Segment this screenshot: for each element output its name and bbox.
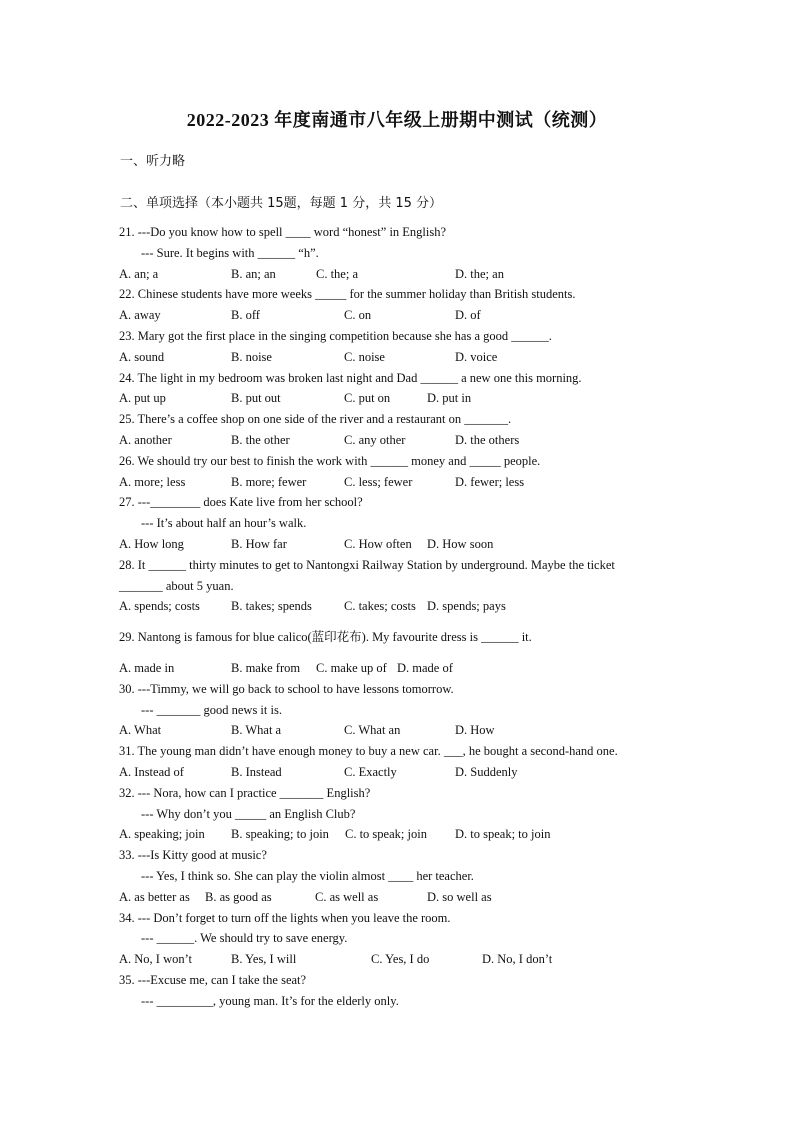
option-a: A. more; less (119, 474, 186, 489)
option-d: D. voice (455, 349, 498, 364)
option-a: A. another (119, 432, 172, 447)
question-line: --- Yes, I think so. She can play the violin almost ____ her teacher. (141, 868, 474, 883)
question-stem: 28. It ______ thirty minutes to get to Nantongxi Railway Station by underground. Maybe the ticket (119, 557, 615, 572)
option-a: A. sound (119, 349, 165, 364)
option-b: B. more; fewer (231, 474, 307, 489)
question-stem: 25. There’s a coffee shop on one side of the river and a restaurant on _______. (119, 412, 512, 427)
option-d: D. No, I don’t (482, 952, 553, 967)
option-c: C. any other (344, 432, 406, 447)
option-row (119, 305, 689, 326)
option-a: A. spends; costs (119, 599, 200, 614)
section-listening-heading: 一、听力略 (120, 154, 186, 169)
option-row (119, 887, 689, 908)
option-c: C. takes; costs (344, 599, 416, 614)
question-stem: 26. We should try our best to finish the work with ______ money and _____ people. (119, 453, 541, 468)
question-line: --- ______. We should try to save energy. (141, 931, 348, 946)
option-d: D. put in (427, 391, 472, 406)
question-stem: 24. The light in my bedroom was broken last night and Dad ______ a new one this morning. (119, 370, 582, 385)
question-stem: 33. ---Is Kitty good at music? (119, 848, 267, 863)
question-line: --- Why don’t you _____ an English Club? (141, 806, 356, 821)
option-a: A. No, I won’t (119, 952, 193, 967)
question-stem: 27. ---________ does Kate live from her school? (119, 495, 363, 510)
question-23 (119, 326, 689, 368)
question-stem: 30. ---Timmy, we will go back to school to have lessons tomorrow. (119, 681, 454, 696)
option-a: A. away (119, 308, 161, 323)
option-row (119, 472, 689, 493)
question-21 (119, 222, 689, 284)
question-27 (119, 492, 689, 554)
option-row (119, 720, 689, 741)
option-a: A. What (119, 723, 162, 738)
page-title: 2022-2023 年度南通市八年级上册期中测试（统测） (186, 110, 608, 130)
option-a: A. speaking; join (119, 827, 205, 842)
option-a: A. as better as (119, 889, 190, 904)
question-line: --- _______ good news it is. (141, 702, 282, 717)
option-c: C. put on (344, 391, 391, 406)
section-choice-heading: 二、单项选择（本小题共 15题，每题 1 分，共 15 分） (120, 196, 443, 211)
option-d: D. How soon (427, 536, 494, 551)
question-29 (119, 627, 689, 679)
question-stem: 31. The young man didn’t have enough money to buy a new car. ___, he bought a second-hand one. (119, 744, 618, 759)
option-d: D. the others (455, 432, 520, 447)
question-stem: 22. Chinese students have more weeks _____ for the summer holiday than British students. (119, 287, 576, 302)
option-d: D. of (455, 308, 481, 323)
question-24 (119, 368, 689, 410)
option-b: B. What a (231, 723, 282, 738)
option-a: A. put up (119, 391, 166, 406)
question-stem: 34. --- Don’t forget to turn off the lights when you leave the room. (119, 910, 451, 925)
option-c: C. noise (344, 349, 385, 364)
option-a: A. an; a (119, 266, 159, 281)
option-b: B. the other (231, 432, 290, 447)
option-row (119, 824, 689, 845)
question-line: --- It’s about half an hour’s walk. (141, 516, 307, 531)
question-line: _______ about 5 yuan. (119, 578, 234, 593)
option-d: D. the; an (455, 266, 504, 281)
question-stem: 29. Nantong is famous for blue calico(蓝印花布). My favourite dress is ______ it. (119, 630, 532, 645)
option-a: A. How long (119, 536, 184, 551)
question-stem: 35. ---Excuse me, can I take the seat? (119, 972, 307, 987)
option-c: C. less; fewer (344, 474, 413, 489)
option-b: B. an; an (231, 266, 276, 281)
option-b: B. Yes, I will (231, 952, 297, 967)
option-row (119, 430, 689, 451)
option-c: C. Yes, I do (371, 952, 430, 967)
option-a: A. Instead of (119, 764, 184, 779)
option-c: C. on (344, 308, 372, 323)
option-b: B. takes; spends (231, 599, 312, 614)
question-line: --- Sure. It begins with ______ “h”. (141, 245, 319, 260)
option-d: D. made of (397, 660, 453, 675)
option-c: C. as well as (315, 889, 379, 904)
option-row (119, 949, 689, 970)
option-d: D. spends; pays (427, 599, 506, 614)
question-line: --- _________, young man. It’s for the elderly only. (141, 993, 399, 1008)
question-32 (119, 783, 689, 845)
question-28 (119, 555, 689, 617)
option-b: B. off (231, 308, 260, 323)
option-c: C. What an (344, 723, 401, 738)
option-c: C. to speak; join (345, 827, 427, 842)
question-33 (119, 845, 689, 907)
option-b: B. Instead (231, 764, 282, 779)
option-c: C. How often (344, 536, 412, 551)
option-row (119, 762, 689, 783)
option-row (119, 596, 689, 617)
question-22 (119, 284, 689, 326)
option-b: B. put out (231, 391, 281, 406)
question-35 (119, 970, 689, 1012)
option-row (119, 264, 689, 285)
question-26 (119, 451, 689, 493)
option-c: C. Exactly (344, 764, 397, 779)
option-row (119, 388, 689, 409)
option-d: D. Suddenly (455, 764, 518, 779)
question-stem: 21. ---Do you know how to spell ____ word “honest” in English? (119, 225, 447, 239)
option-c: C. make up of (316, 660, 387, 675)
question-25 (119, 409, 689, 451)
question-stem: 32. --- Nora, how can I practice _______ English? (119, 785, 371, 800)
option-b: B. make from (231, 660, 301, 675)
option-b: B. noise (231, 349, 272, 364)
question-31 (119, 741, 689, 783)
question-stem: 23. Mary got the first place in the singing competition because she has a good ______. (119, 328, 552, 343)
question-30 (119, 679, 689, 741)
option-row (119, 347, 689, 368)
option-row (119, 534, 689, 555)
option-b: B. speaking; to join (231, 827, 329, 842)
question-list (119, 222, 689, 1011)
option-row (119, 658, 689, 679)
option-d: D. so well as (427, 889, 492, 904)
option-c: C. the; a (316, 266, 359, 281)
option-d: D. How (455, 723, 495, 738)
option-d: D. to speak; to join (455, 827, 551, 842)
option-d: D. fewer; less (455, 474, 525, 489)
option-b: B. as good as (205, 889, 272, 904)
option-b: B. How far (231, 536, 287, 551)
question-34 (119, 908, 689, 970)
option-a: A. made in (119, 660, 175, 675)
